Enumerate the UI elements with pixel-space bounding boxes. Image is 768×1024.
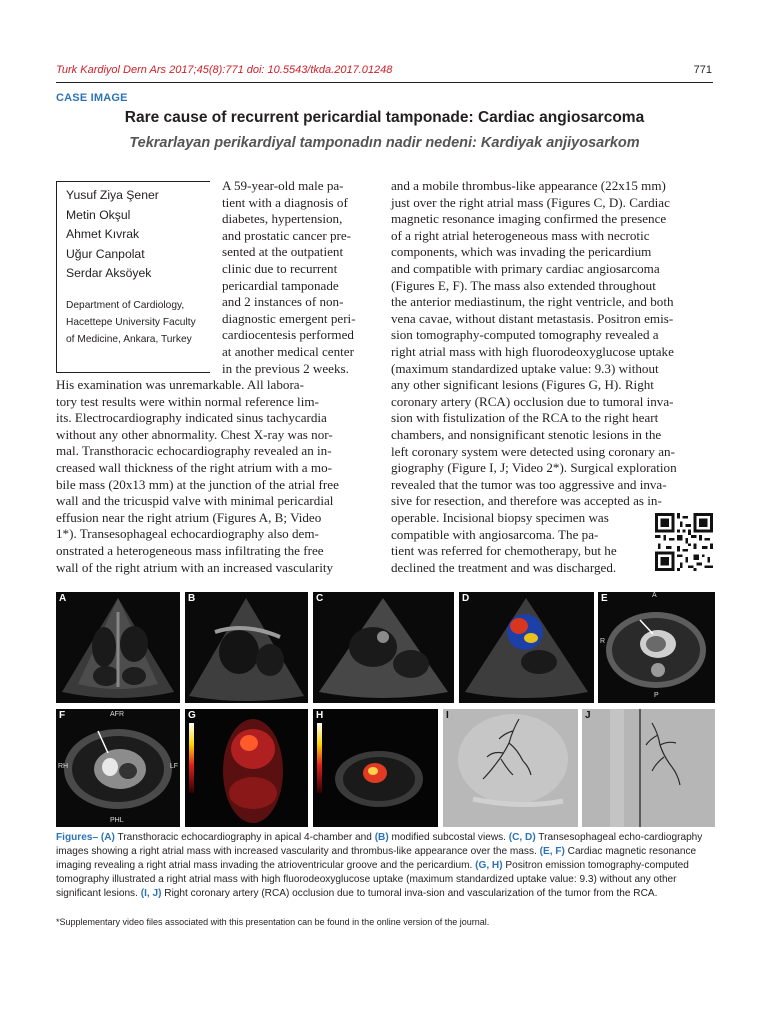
mri-image <box>598 592 715 703</box>
doppler-image <box>459 592 594 703</box>
section-label: CASE IMAGE <box>56 92 128 104</box>
caption-ref: (I, J) <box>140 888 162 899</box>
text-line: components, which was invading the pericardium <box>391 244 652 260</box>
text-line: onstrated a heterogeneous mass infiltrating the free <box>56 542 324 558</box>
text-line: without any other abnormality. Chest X-ray was nor- <box>56 426 333 442</box>
orientation-tag: P <box>654 692 659 699</box>
orientation-tag: AFR <box>110 711 124 718</box>
text-line: the anterior mediastinum, the right ventricle, and both <box>391 294 674 310</box>
text-line: magnetic resonance imaging confirmed the presence <box>391 211 667 227</box>
text-line: tient was referred for chemotherapy, but he <box>391 543 617 559</box>
author-name: Uğur Canpolat <box>66 246 145 261</box>
caption-ref: (E, F) <box>539 846 565 857</box>
pet-image <box>185 709 308 827</box>
mri-image <box>56 709 180 827</box>
author-box <box>56 181 210 373</box>
figure-label: B <box>188 593 196 604</box>
caption-text: Transthoracic echocardiography in apical 4-chamber and <box>114 832 375 843</box>
text-line: pericardial tamponade <box>222 277 339 293</box>
figure-panel-b <box>185 592 308 703</box>
figure-label: D <box>462 593 470 604</box>
text-line: diagnostic emergent peri- <box>222 310 356 326</box>
angiography-image <box>582 709 715 827</box>
body-text-col1-top <box>222 178 378 377</box>
caption-text: Cardiac magnetic resonance imaging revealing a right atrial mass invading the atrioventricular groove and the pericardium. <box>56 846 697 871</box>
text-line: compatible with angiosarcoma. The pa- <box>391 526 599 542</box>
text-line: chambers, and nonsignificant stenotic lesions in the <box>391 426 662 442</box>
text-line: and 2 instances of non- <box>222 294 344 310</box>
echo-image <box>185 592 308 703</box>
author-name: Metin Okşul <box>66 207 131 222</box>
body-text-col1-bottom <box>56 377 378 576</box>
figure-label: H <box>316 710 324 721</box>
figure-panel-c <box>313 592 454 703</box>
figure-panel-d <box>459 592 594 703</box>
caption-ref: (A) <box>100 832 115 843</box>
text-line: coronary artery (RCA) occlusion due to tumoral inva- <box>391 393 674 409</box>
orientation-tag: R <box>600 638 606 645</box>
figure-label: I <box>446 710 449 721</box>
affiliation <box>66 297 210 348</box>
text-line: tient with a diagnosis of <box>222 194 348 210</box>
orientation-tag: PHL <box>110 817 124 824</box>
caption-text: modified subcostal views. <box>388 832 509 843</box>
text-line: and a mobile thrombus-like appearance (22x15 mm) <box>391 178 666 193</box>
orientation-tag: RH <box>58 763 69 770</box>
text-line: cardiocentesis performed <box>222 327 354 343</box>
affiliation-line: of Medicine, Ankara, Turkey <box>66 333 192 345</box>
author-name: Ahmet Kıvrak <box>66 227 140 242</box>
text-line: any other significant lesions (Figures G, H). Right <box>391 377 654 393</box>
figure-label: C <box>316 593 324 604</box>
text-line: and compatible with primary cardiac angiosarcoma <box>391 260 660 276</box>
text-line: mal. Transthoracic echocardiography revealed an in- <box>56 443 332 459</box>
affiliation-line: Department of Cardiology, <box>66 299 185 311</box>
caption-ref: (B) <box>374 832 389 843</box>
orientation-tag: LF <box>169 763 178 770</box>
text-line: its. Electrocardiography indicated sinus tachycardia <box>56 410 327 426</box>
figure-label: G <box>188 710 196 721</box>
article-subtitle: Tekrarlayan perikardiyal tamponadın nadir nedeni: Kardiyak anjiyosarkom <box>129 135 640 151</box>
pet-ct-image <box>313 709 438 827</box>
text-line: sented at the outpatient <box>222 244 344 260</box>
text-line: just over the right atrial mass (Figures C, D). Cardiac <box>391 194 670 210</box>
text-line: tory test results were within normal reference lim- <box>56 393 319 409</box>
text-line: A 59-year-old male pa- <box>222 178 344 193</box>
text-line: wall of the right atrium with an increased vascularity <box>56 559 334 575</box>
figure-panel-e <box>598 592 715 703</box>
text-line: diabetes, hypertension, <box>222 211 343 227</box>
text-line: sion with fistulization of the RCA to the right heart <box>391 410 659 426</box>
orientation-tag: A <box>652 592 657 599</box>
figure-panel-g <box>185 709 308 827</box>
angiography-image <box>443 709 578 827</box>
text-line: clinic due to recurrent <box>222 260 338 276</box>
text-line: bile mass (20x13 mm) at the junction of the atrial free <box>56 476 339 492</box>
figure-panel-i <box>443 709 578 827</box>
text-line: (maximum standardized uptake value: 9.3) without <box>391 360 659 376</box>
text-line: sive for resection, and therefore was accepted as in- <box>391 493 662 509</box>
text-line: 1*). Transesophageal echocardiography also dem- <box>56 526 319 542</box>
affiliation-line: Hacettepe University Faculty <box>66 316 196 328</box>
text-line: in the previous 2 weeks. <box>222 360 349 376</box>
text-line: giography (Figure I, J; Video 2*). Surgical exploration <box>391 460 677 476</box>
caption-text: Transesophageal echo-cardiography images showing a right atrial mass with increased vascularity and thrombus-like appearance over the mass. <box>56 832 703 857</box>
qr-code-icon[interactable] <box>654 513 714 571</box>
figure-panel-f <box>56 709 180 827</box>
text-line: sion tomography-computed tomography revealed a <box>391 327 659 343</box>
text-line: effusion near the right atrium (Figures A, B; Video <box>56 509 322 525</box>
caption-ref: (G, H) <box>475 860 503 871</box>
caption-text: Right coronary artery (RCA) occlusion due to tumoral inva-sion and vascularization of the tumor from the RCA. <box>161 888 658 899</box>
footnote: *Supplementary video files associated with this presentation can be found in the online version of the journal. <box>56 917 490 927</box>
text-line: right atrial mass with high fluorodeoxyglucose uptake <box>391 343 674 359</box>
text-line: declined the treatment and was discharged. <box>391 559 617 575</box>
figure-label: F <box>59 710 66 721</box>
text-line: left coronary system were detected using coronary an- <box>391 443 675 459</box>
echo-image <box>56 592 180 703</box>
figure-panel-j <box>582 709 715 827</box>
text-line: at another medical center <box>222 343 354 359</box>
figure-label: A <box>59 593 67 604</box>
figure-caption <box>56 831 715 901</box>
article-title: Rare cause of recurrent pericardial tamponade: Cardiac angiosarcoma <box>124 109 645 126</box>
figure-label: J <box>585 710 591 721</box>
figure-panel-a <box>56 592 180 703</box>
tee-image <box>313 592 454 703</box>
text-line: creased wall thickness of the right atrium with a mo- <box>56 459 332 475</box>
figure-label: E <box>601 593 608 604</box>
text-line: vena cavae, without distant metastasis. Positron emis- <box>391 310 674 326</box>
header-rule <box>56 82 713 83</box>
caption-ref: (C, D) <box>508 832 536 843</box>
author-name: Serdar Aksöyek <box>66 266 152 281</box>
body-text-col2-end <box>391 510 648 576</box>
text-line: operable. Incisional biopsy specimen was <box>391 510 609 525</box>
text-line: wall and the tricuspid valve with minimal pericardial <box>56 493 334 509</box>
text-line: of a right atrial heterogeneous mass with necrotic <box>391 227 650 243</box>
body-text-col2 <box>391 178 714 510</box>
text-line: (Figures E, F). The mass also extended throughout <box>391 277 656 293</box>
page-number: 771 <box>693 64 712 76</box>
text-line: revealed that the tumor was too aggressive and inva- <box>391 476 667 492</box>
text-line: and prostatic cancer pre- <box>222 227 352 243</box>
figure-panel-h <box>313 709 438 827</box>
text-line: His examination was unremarkable. All labora- <box>56 377 304 392</box>
author-name: Yusuf Ziya Şener <box>66 188 159 202</box>
caption-text: Positron emission tomography-computed tomography illustrated a right atrial mass with high fluorodeoxyglucose uptake (maximum standardized uptake value: 9.3) without any other significant lesions. <box>56 860 689 899</box>
caption-lead: Figures– <box>56 832 99 843</box>
journal-reference: Turk Kardiyol Dern Ars 2017;45(8):771 doi: 10.5543/tkda.2017.01248 <box>56 64 393 76</box>
